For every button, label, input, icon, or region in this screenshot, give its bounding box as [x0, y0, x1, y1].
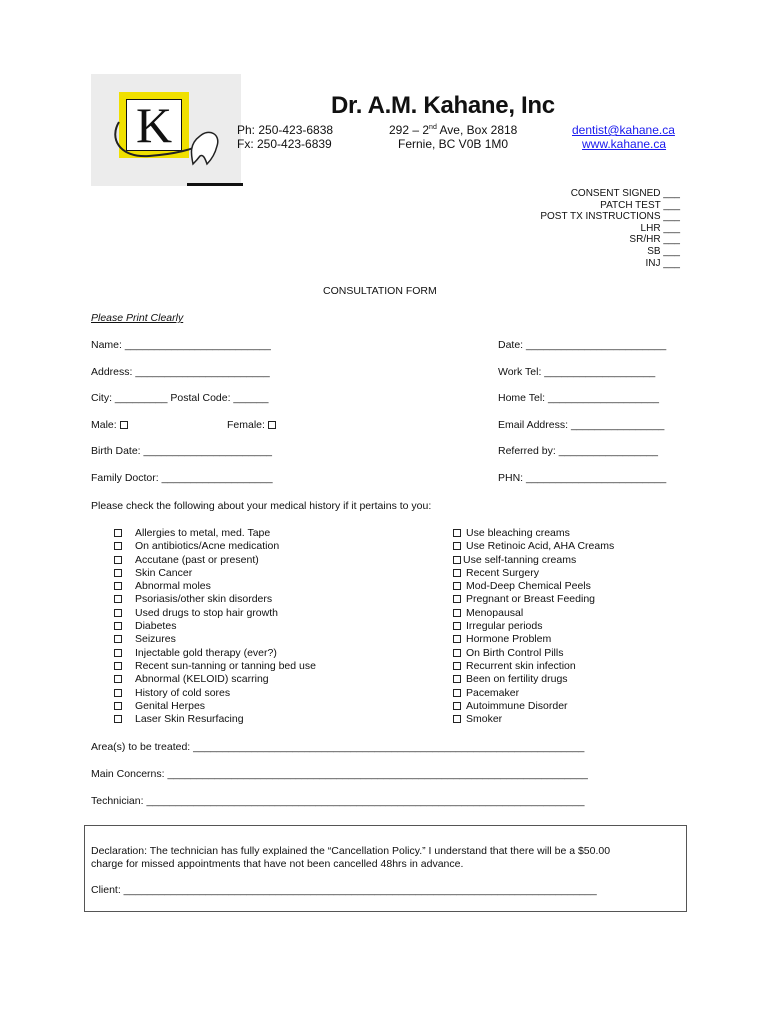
history-item[interactable]: Diabetes [114, 620, 316, 633]
email-link[interactable]: dentist@kahane.ca [572, 123, 675, 137]
checkbox[interactable] [453, 529, 461, 537]
history-item[interactable]: History of cold sores [114, 687, 316, 700]
history-list-left [114, 527, 316, 726]
history-item[interactable]: Use bleaching creams [453, 527, 614, 540]
office-item-patch-test: PATCH TEST ___ [600, 199, 680, 211]
checkbox[interactable] [114, 556, 122, 564]
checkbox[interactable] [114, 662, 122, 670]
declaration-text-line1: Declaration: The technician has fully explained the “Cancellation Policy.” I understand that there will be a $50.00 [91, 845, 611, 857]
checkbox[interactable] [453, 595, 461, 603]
office-item-post-tx: POST TX INSTRUCTIONS ___ [540, 211, 680, 223]
street-address: 292 – 2nd Ave, Box 2818 [389, 123, 518, 137]
form-title: CONSULTATION FORM [323, 285, 437, 297]
office-item-inj: INJ ___ [645, 257, 680, 269]
checkbox[interactable] [114, 715, 122, 723]
referred-by-field[interactable]: Referred by: _________________ [498, 445, 658, 457]
checkbox[interactable] [453, 622, 461, 630]
history-item[interactable]: Use Retinoic Acid, AHA Creams [453, 540, 614, 553]
history-item[interactable]: Pregnant or Breast Feeding [453, 593, 614, 606]
male-checkbox[interactable] [120, 421, 128, 429]
fax-number: Fx: 250-423-6839 [237, 137, 332, 151]
checkbox[interactable] [114, 609, 122, 617]
phn-field[interactable]: PHN: ________________________ [498, 472, 667, 484]
checkbox[interactable] [114, 702, 122, 710]
areas-treated-field[interactable]: Area(s) to be treated: ___________________________________________________________________ [91, 741, 585, 753]
checkbox[interactable] [453, 649, 461, 657]
home-tel-field[interactable]: Home Tel: ___________________ [498, 392, 659, 404]
history-item[interactable]: Abnormal moles [114, 580, 316, 593]
office-item-sb: SB ___ [647, 245, 680, 257]
checkbox[interactable] [114, 649, 122, 657]
checkbox[interactable] [453, 609, 461, 617]
history-item[interactable]: Genital Herpes [114, 700, 316, 713]
checkbox[interactable] [453, 715, 461, 723]
office-item-lhr: LHR ___ [640, 222, 680, 234]
declaration-text-line2: charge for missed appointments that have not been cancelled 48hrs in advance. [91, 858, 464, 870]
female-option[interactable]: Female: [227, 419, 281, 431]
technician-field[interactable]: Technician: ___________________________________________________________________________ [91, 795, 585, 807]
history-item[interactable]: Recent Surgery [453, 567, 614, 580]
office-item-srhr: SR/HR ___ [629, 234, 680, 246]
logo-letter: K [126, 99, 182, 151]
phone-number: Ph: 250-423-6838 [237, 123, 334, 137]
checkbox[interactable] [453, 569, 461, 577]
history-item[interactable]: Used drugs to stop hair growth [114, 607, 316, 620]
history-item[interactable]: Recurrent skin infection [453, 660, 614, 673]
client-signature-field[interactable]: Client: _________________________________________________________________________________ [91, 884, 597, 896]
office-item-consent: CONSENT SIGNED ___ [570, 188, 680, 199]
history-item[interactable]: Irregular periods [453, 620, 614, 633]
date-field[interactable]: Date: ________________________ [498, 339, 667, 351]
checkbox[interactable] [453, 675, 461, 683]
female-checkbox[interactable] [268, 421, 276, 429]
checkbox[interactable] [114, 689, 122, 697]
history-item[interactable]: Seizures [114, 633, 316, 646]
checkbox[interactable] [453, 689, 461, 697]
history-prompt: Please check the following about your medical history if it pertains to you: [91, 500, 432, 512]
history-item[interactable]: Injectable gold therapy (ever?) [114, 647, 316, 660]
checkbox[interactable] [114, 542, 122, 550]
history-item[interactable]: Recent sun-tanning or tanning bed use [114, 660, 316, 673]
print-clearly-note: Please Print Clearly [91, 312, 184, 324]
history-item[interactable]: Mod-Deep Chemical Peels [453, 580, 614, 593]
history-item[interactable]: Allergies to metal, med. Tape [114, 527, 316, 540]
checkbox[interactable] [114, 595, 122, 603]
office-checklist [540, 188, 680, 269]
male-option[interactable]: Male: [91, 419, 133, 431]
history-item[interactable]: On Birth Control Pills [453, 647, 614, 660]
website-link[interactable]: www.kahane.ca [582, 137, 667, 151]
family-doctor-field[interactable]: Family Doctor: ___________________ [91, 472, 273, 484]
checkbox[interactable] [453, 662, 461, 670]
history-item[interactable]: Abnormal (KELOID) scarring [114, 673, 316, 686]
history-item[interactable]: Pacemaker [453, 687, 614, 700]
checkbox[interactable] [114, 675, 122, 683]
history-item[interactable]: Use self-tanning creams [453, 554, 614, 567]
checkbox[interactable] [114, 529, 122, 537]
checkbox[interactable] [114, 582, 122, 590]
city-address: Fernie, BC V0B 1M0 [398, 137, 509, 151]
checkbox[interactable] [114, 635, 122, 643]
history-item[interactable]: Autoimmune Disorder [453, 700, 614, 713]
tooth-icon [105, 98, 225, 170]
history-item[interactable]: Skin Cancer [114, 567, 316, 580]
checkbox[interactable] [453, 556, 461, 564]
history-item[interactable]: Menopausal [453, 607, 614, 620]
checkbox[interactable] [114, 622, 122, 630]
history-list-right [453, 527, 614, 726]
history-item[interactable]: Smoker [453, 713, 614, 726]
birth-date-field[interactable]: Birth Date: ______________________ [91, 445, 272, 457]
history-item[interactable]: On antibiotics/Acne medication [114, 540, 316, 553]
logo-rule [187, 183, 243, 186]
history-item[interactable]: Hormone Problem [453, 633, 614, 646]
history-item[interactable]: Been on fertility drugs [453, 673, 614, 686]
name-field[interactable]: Name: _________________________ [91, 339, 271, 351]
checkbox[interactable] [453, 635, 461, 643]
main-concerns-field[interactable]: Main Concerns: ________________________________________________________________________ [91, 768, 588, 780]
history-item[interactable]: Laser Skin Resurfacing [114, 713, 316, 726]
history-item[interactable]: Accutane (past or present) [114, 554, 316, 567]
checkbox[interactable] [453, 702, 461, 710]
checkbox[interactable] [114, 569, 122, 577]
history-item[interactable]: Psoriasis/other skin disorders [114, 593, 316, 606]
city-postal-field[interactable]: City: _________ Postal Code: ______ [91, 392, 269, 404]
work-tel-field[interactable]: Work Tel: ___________________ [498, 366, 656, 378]
checkbox[interactable] [453, 582, 461, 590]
checkbox[interactable] [453, 542, 461, 550]
address-field[interactable]: Address: _______________________ [91, 366, 270, 378]
clinic-title: Dr. A.M. Kahane, Inc [331, 92, 555, 119]
email-field[interactable]: Email Address: ________________ [498, 419, 665, 431]
